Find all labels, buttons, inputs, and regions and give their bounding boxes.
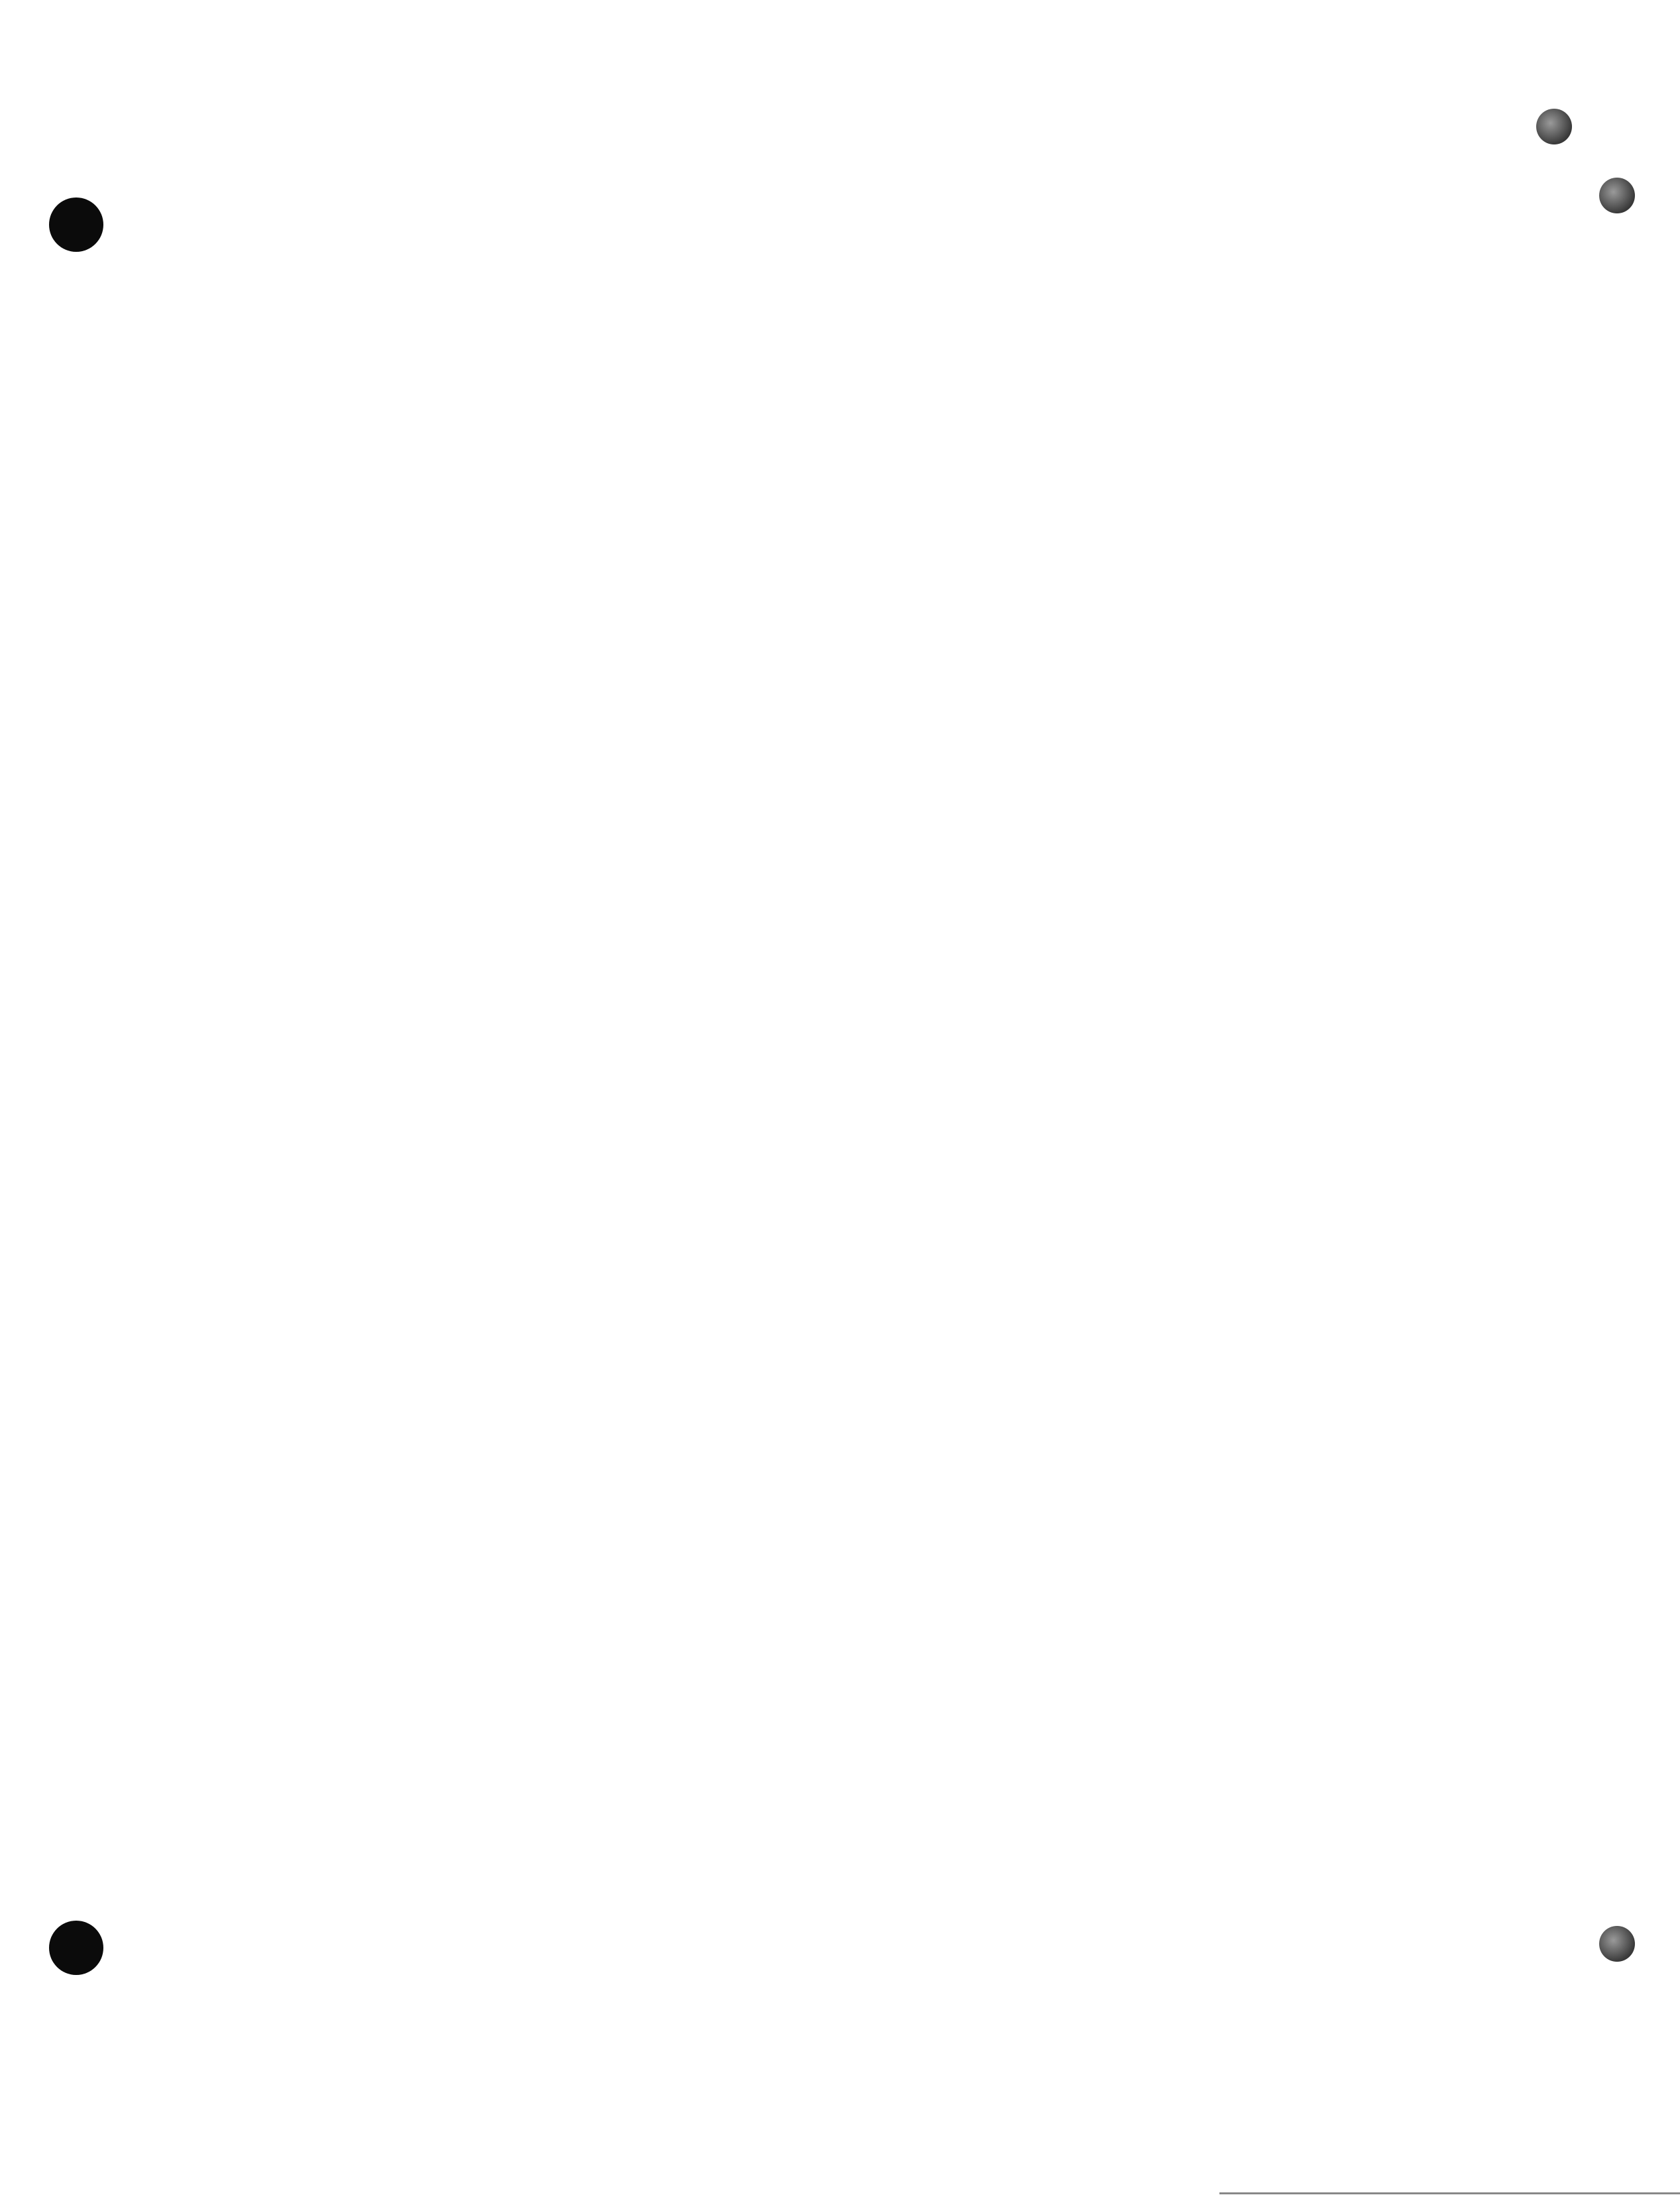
bottom-rule bbox=[1219, 2192, 1680, 2194]
ink-blot bbox=[49, 197, 103, 252]
punch-hole bbox=[1536, 109, 1572, 144]
ink-blot bbox=[49, 1921, 103, 1975]
punch-hole bbox=[1599, 1926, 1635, 1962]
punch-hole bbox=[1599, 178, 1635, 213]
